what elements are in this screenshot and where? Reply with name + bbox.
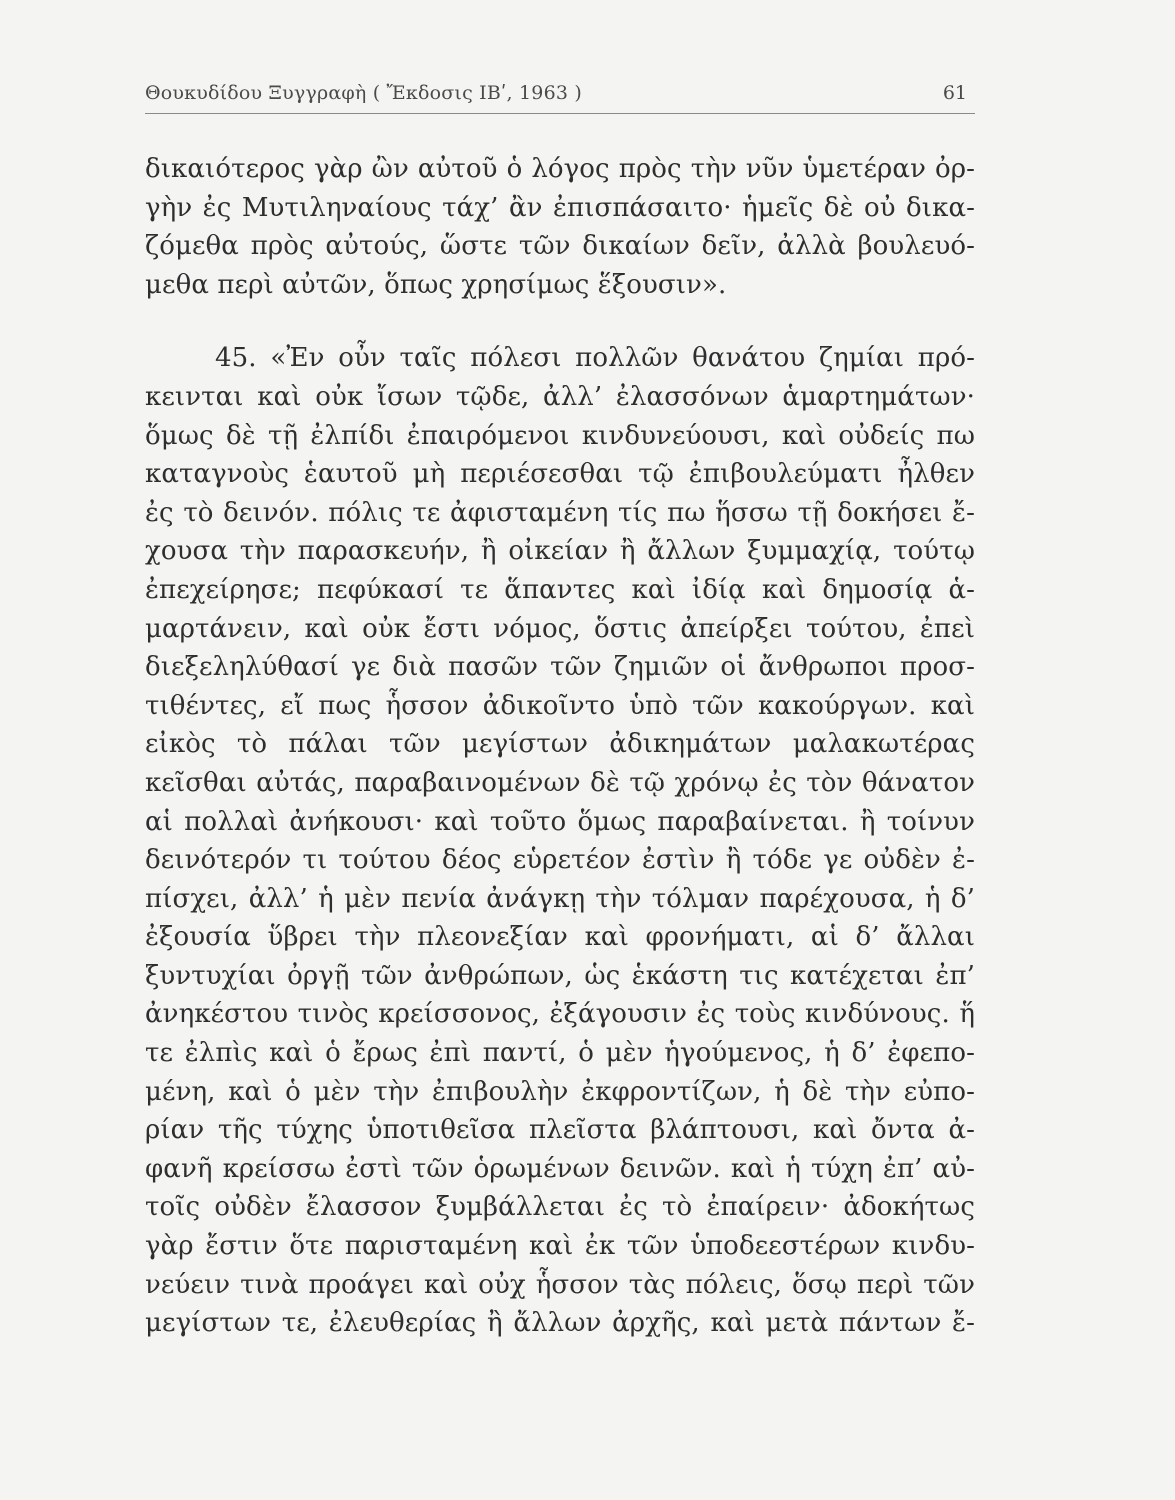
text-line: μεθα περὶ αὐτῶν, ὅπως χρησίμως ἕξουσιν». — [145, 269, 727, 300]
header-title: Θουκυδίδου Ξυγγραφὴ ( Ἔκδοσις ΙΒʹ, 1963 ) — [145, 82, 583, 104]
text-line: ὅμως δὲ τῇ ἐλπίδι ἐπαιρόμενοι κινδυνεύουσι, καὶ οὐδείς πω — [145, 420, 975, 451]
text-line: πίσχει, ἀλλ’ ἡ μὲν πενία ἀνάγκῃ τὴν τόλμαν παρέχουσα, ἡ δ’ — [145, 883, 975, 914]
text-line: νεύειν τινὰ προάγει καὶ οὐχ ἧσσον τὰς πόλεις, ὅσῳ περὶ τῶν — [145, 1269, 975, 1300]
text-line: ἐξουσία ὕβρει τὴν πλεονεξίαν καὶ φρονήματι, αἱ δ’ ἄλλαι — [145, 922, 975, 953]
text-line: γὰρ ἔστιν ὅτε παρισταμένη καὶ ἐκ τῶν ὑποδεεστέρων κινδυ- — [145, 1231, 975, 1262]
text-line: μεγίστων τε, ἐλευθερίας ἢ ἄλλων ἀρχῆς, καὶ μετὰ πάντων ἔ- — [145, 1308, 975, 1339]
paragraph-1 — [145, 150, 975, 304]
text-line: δικαιότερος γὰρ ὢν αὐτοῦ ὁ λόγος πρὸς τὴν νῦν ὑμετέραν ὀρ- — [145, 154, 975, 184]
text-line: μαρτάνειν, καὶ οὐκ ἔστι νόμος, ὅστις ἀπείρξει τούτου, ἐπεὶ — [145, 613, 975, 644]
text-line: 45. «Ἐν οὖν ταῖς πόλεσι πολλῶν θανάτου ζημίαι πρό- — [215, 343, 975, 374]
text-line: ἀνηκέστου τινὸς κρείσσονος, ἐξάγουσιν ἐς τοὺς κινδύνους. ἥ — [145, 999, 975, 1030]
text-line: κεινται καὶ οὐκ ἴσων τῷδε, ἀλλ’ ἐλασσόνων ἁμαρτημάτων· — [145, 381, 975, 412]
body-text — [145, 150, 975, 1343]
running-header — [145, 76, 975, 110]
text-line: ζόμεθα πρὸς αὐτούς, ὥστε τῶν δικαίων δεῖν, ἀλλὰ βουλευό- — [145, 231, 975, 262]
text-line: αἱ πολλαὶ ἀνήκουσι· καὶ τοῦτο ὅμως παραβαίνεται. ἢ τοίνυν — [145, 806, 975, 837]
paragraph-gap — [145, 304, 975, 339]
text-line: φανῆ κρείσσω ἐστὶ τῶν ὁρωμένων δεινῶν. καὶ ἡ τύχη ἐπ’ αὐ- — [145, 1153, 975, 1184]
paragraph-2 — [145, 339, 975, 1342]
text-line: τιθέντες, εἴ πως ἧσσον ἀδικοῖντο ὑπὸ τῶν κακούργων. καὶ — [145, 690, 975, 721]
text-line: ἐς τὸ δεινόν. πόλις τε ἀφισταμένη τίς πω ἥσσω τῇ δοκήσει ἔ- — [145, 497, 975, 528]
text-line: διεξεληλύθασί γε διὰ πασῶν τῶν ζημιῶν οἱ ἄνθρωποι προσ- — [145, 652, 975, 683]
text-line: τοῖς οὐδὲν ἔλασσον ξυμβάλλεται ἐς τὸ ἐπαίρειν· ἀδοκήτως — [145, 1192, 975, 1223]
text-line: μένη, καὶ ὁ μὲν τὴν ἐπιβουλὴν ἐκφροντίζων, ἡ δὲ τὴν εὐπο- — [145, 1076, 975, 1107]
text-line: ρίαν τῆς τύχης ὑποτιθεῖσα πλεῖστα βλάπτουσι, καὶ ὄντα ἀ- — [145, 1115, 975, 1146]
text-line: ξυντυχίαι ὀργῇ τῶν ἀνθρώπων, ὡς ἑκάστη τις κατέχεται ἐπ’ — [145, 960, 975, 991]
header-rule — [145, 113, 975, 114]
text-line: τε ἐλπὶς καὶ ὁ ἔρως ἐπὶ παντί, ὁ μὲν ἡγούμενος, ἡ δ’ ἐφεπο- — [145, 1038, 975, 1069]
page-number: 61 — [942, 82, 967, 104]
text-line: γὴν ἐς Μυτιληναίους τάχ’ ἂν ἐπισπάσαιτο· ἡμεῖς δὲ οὐ δικα- — [145, 192, 975, 223]
text-line: κεῖσθαι αὐτάς, παραβαινομένων δὲ τῷ χρόνῳ ἐς τὸν θάνατον — [145, 767, 975, 798]
text-line: καταγνοὺς ἑαυτοῦ μὴ περιέσεσθαι τῷ ἐπιβουλεύματι ἦλθεν — [145, 459, 975, 490]
text-line: χουσα τὴν παρασκευήν, ἢ οἰκείαν ἢ ἄλλων ξυμμαχίᾳ, τούτῳ — [145, 536, 975, 567]
text-line: εἰκὸς τὸ πάλαι τῶν μεγίστων ἀδικημάτων μαλακωτέρας — [145, 729, 975, 760]
text-line: δεινότερόν τι τούτου δέος εὑρετέον ἐστὶν ἢ τόδε γε οὐδὲν ἐ- — [145, 845, 975, 876]
text-line: ἐπεχείρησε; πεφύκασί τε ἅπαντες καὶ ἰδίᾳ καὶ δημοσίᾳ ἁ- — [145, 574, 975, 605]
